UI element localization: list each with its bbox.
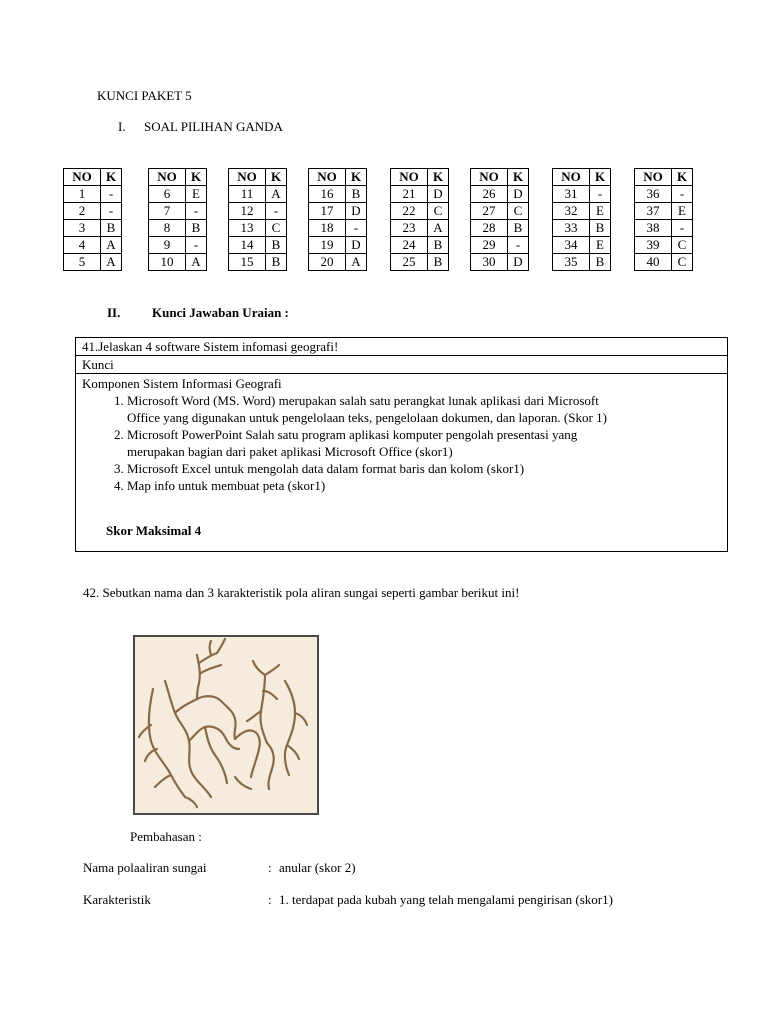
answer-characteristic-separator: :: [268, 892, 272, 907]
question-number: 26: [471, 186, 508, 203]
answer-name-value: anular (skor 2): [279, 860, 356, 875]
table-row: [635, 186, 693, 203]
table-header-row: [149, 169, 207, 186]
question-41-intro: Komponen Sistem Informasi Geografi: [82, 376, 282, 391]
answer-key: C: [266, 220, 287, 237]
table-row: [553, 220, 611, 237]
answer-key: B: [266, 237, 287, 254]
table-row: [64, 203, 122, 220]
header-k: K: [672, 169, 693, 186]
table-row: [553, 186, 611, 203]
question-number: 31: [553, 186, 590, 203]
question-number: 7: [149, 203, 186, 220]
question-number: 17: [309, 203, 346, 220]
answer-key: A: [101, 254, 122, 271]
answer-key: D: [346, 203, 367, 220]
header-no: NO: [471, 169, 508, 186]
question-41-score: Skor Maksimal 4: [106, 523, 202, 538]
answer-key: -: [672, 186, 693, 203]
answer-key: -: [508, 237, 529, 254]
header-no: NO: [149, 169, 186, 186]
question-number: 15: [229, 254, 266, 271]
question-number: 16: [309, 186, 346, 203]
answer-key: B: [428, 254, 449, 271]
question-number: 2: [64, 203, 101, 220]
table-header-row: [391, 169, 449, 186]
table-row: [229, 203, 287, 220]
table-row: [635, 254, 693, 271]
table-row: [391, 186, 449, 203]
answer-key: B: [590, 254, 611, 271]
answer-key: D: [346, 237, 367, 254]
header-no: NO: [229, 169, 266, 186]
question-number: 24: [391, 237, 428, 254]
table-row: [635, 237, 693, 254]
question-number: 27: [471, 203, 508, 220]
answer-key: B: [186, 220, 207, 237]
answer-key: D: [428, 186, 449, 203]
table-row: [309, 237, 367, 254]
table-row: [471, 237, 529, 254]
question-number: 3: [64, 220, 101, 237]
question-number: 4: [64, 237, 101, 254]
table-row: [309, 203, 367, 220]
question-number: 1: [64, 186, 101, 203]
answer-key-table: [63, 168, 122, 271]
question-number: 34: [553, 237, 590, 254]
section-2-heading: [107, 305, 289, 321]
question-number: 18: [309, 220, 346, 237]
answer-key: -: [186, 203, 207, 220]
answer-key: A: [346, 254, 367, 271]
answer-key: A: [186, 254, 207, 271]
answer-key: D: [508, 254, 529, 271]
answer-key: A: [266, 186, 287, 203]
answer-characteristic-value: 1. terdapat pada kubah yang telah mengalami pengirisan (skor1): [279, 892, 613, 907]
question-41-box: [75, 337, 728, 552]
question-number: 30: [471, 254, 508, 271]
header-k: K: [266, 169, 287, 186]
section-1-heading: [118, 119, 283, 135]
header-no: NO: [635, 169, 672, 186]
answer-key-table: [228, 168, 287, 271]
question-number: 12: [229, 203, 266, 220]
table-row: [309, 220, 367, 237]
answer-key: -: [101, 186, 122, 203]
question-number: 28: [471, 220, 508, 237]
header-no: NO: [391, 169, 428, 186]
answer-key: A: [101, 237, 122, 254]
list-item: 2. Microsoft PowerPoint Salah satu program aplikasi komputer pengolah presentasi yang merupakan bagian dari paket aplikasi Microsoft Office (skor1): [127, 426, 727, 460]
answer-key: -: [186, 237, 207, 254]
question-41-text: 41.Jelaskan 4 software Sistem infomasi geografi!: [76, 338, 727, 356]
answer-key-table: [470, 168, 529, 271]
annular-drainage-figure: [133, 635, 319, 815]
question-number: 20: [309, 254, 346, 271]
table-row: [309, 254, 367, 271]
table-row: [391, 203, 449, 220]
table-header-row: [229, 169, 287, 186]
list-item: 3. Microsoft Excel untuk mengolah data dalam format baris dan kolom (skor1): [127, 460, 727, 477]
header-k: K: [428, 169, 449, 186]
question-number: 33: [553, 220, 590, 237]
table-row: [553, 254, 611, 271]
question-number: 25: [391, 254, 428, 271]
table-row: [553, 237, 611, 254]
table-row: [149, 237, 207, 254]
question-number: 13: [229, 220, 266, 237]
answer-key: -: [101, 203, 122, 220]
answer-key-table: [308, 168, 367, 271]
table-row: [635, 220, 693, 237]
table-row: [391, 220, 449, 237]
question-41-list: [82, 392, 727, 494]
answer-key: E: [590, 237, 611, 254]
answer-key: C: [672, 237, 693, 254]
question-number: 8: [149, 220, 186, 237]
section-1-title: SOAL PILIHAN GANDA: [144, 119, 283, 134]
list-item: 1. Microsoft Word (MS. Word) merupakan salah satu perangkat lunak aplikasi dari Microsoft Office yang digunakan untuk pengelolaan teks, pengelolaan dokumen, dan laporan. (Skor 1): [127, 392, 727, 426]
river-pattern-drawing: [135, 637, 317, 813]
question-number: 38: [635, 220, 672, 237]
header-k: K: [346, 169, 367, 186]
question-number: 6: [149, 186, 186, 203]
table-row: [635, 203, 693, 220]
header-k: K: [101, 169, 122, 186]
header-k: K: [590, 169, 611, 186]
question-41-answer: [76, 374, 727, 494]
answer-key: D: [508, 186, 529, 203]
table-row: [471, 203, 529, 220]
question-number: 9: [149, 237, 186, 254]
table-row: [309, 186, 367, 203]
table-row: [64, 186, 122, 203]
table-header-row: [553, 169, 611, 186]
question-number: 36: [635, 186, 672, 203]
document-title: KUNCI PAKET 5: [97, 88, 192, 103]
answer-key: B: [266, 254, 287, 271]
table-row: [391, 254, 449, 271]
question-number: 14: [229, 237, 266, 254]
answer-key-table: [634, 168, 693, 271]
table-row: [471, 186, 529, 203]
answer-key: E: [186, 186, 207, 203]
answer-key: -: [266, 203, 287, 220]
header-no: NO: [309, 169, 346, 186]
table-row: [64, 237, 122, 254]
answer-key: B: [346, 186, 367, 203]
table-row: [64, 220, 122, 237]
section-1-number: I.: [118, 119, 126, 134]
table-row: [229, 220, 287, 237]
table-header-row: [309, 169, 367, 186]
answer-key: C: [508, 203, 529, 220]
table-row: [149, 220, 207, 237]
answer-key: B: [508, 220, 529, 237]
answer-key: B: [590, 220, 611, 237]
answer-key: A: [428, 220, 449, 237]
answer-key: -: [346, 220, 367, 237]
answer-key: B: [428, 237, 449, 254]
table-row: [149, 186, 207, 203]
table-row: [391, 237, 449, 254]
question-number: 11: [229, 186, 266, 203]
answer-name-separator: :: [268, 860, 272, 875]
answer-key: -: [590, 186, 611, 203]
question-42-text: 42. Sebutkan nama dan 3 karakteristik pola aliran sungai seperti gambar berikut ini!: [83, 585, 520, 600]
answer-characteristic-row: [0, 892, 768, 910]
table-row: [149, 254, 207, 271]
question-number: 5: [64, 254, 101, 271]
table-row: [471, 220, 529, 237]
question-number: 37: [635, 203, 672, 220]
answer-key: E: [590, 203, 611, 220]
answer-key: -: [672, 220, 693, 237]
table-row: [64, 254, 122, 271]
question-number: 40: [635, 254, 672, 271]
question-41-key-label: Kunci: [76, 356, 727, 374]
question-number: 35: [553, 254, 590, 271]
list-item: 4. Map info untuk membuat peta (skor1): [127, 477, 727, 494]
answer-name-label: Nama polaaliran sungai: [83, 860, 207, 875]
header-k: K: [186, 169, 207, 186]
question-number: 19: [309, 237, 346, 254]
table-header-row: [635, 169, 693, 186]
table-row: [471, 254, 529, 271]
answer-key: E: [672, 203, 693, 220]
header-no: NO: [64, 169, 101, 186]
answer-characteristic-label: Karakteristik: [83, 892, 151, 907]
answer-key: B: [101, 220, 122, 237]
table-row: [229, 186, 287, 203]
question-number: 23: [391, 220, 428, 237]
question-number: 32: [553, 203, 590, 220]
table-row: [229, 254, 287, 271]
question-number: 10: [149, 254, 186, 271]
discussion-label: Pembahasan :: [130, 829, 202, 844]
table-row: [553, 203, 611, 220]
answer-key-table: [552, 168, 611, 271]
answer-name-row: [0, 860, 768, 878]
answer-key-table: [148, 168, 207, 271]
table-header-row: [64, 169, 122, 186]
header-no: NO: [553, 169, 590, 186]
table-header-row: [471, 169, 529, 186]
table-row: [149, 203, 207, 220]
question-number: 29: [471, 237, 508, 254]
question-number: 22: [391, 203, 428, 220]
table-row: [229, 237, 287, 254]
answer-key: C: [672, 254, 693, 271]
section-2-number: II.: [107, 305, 121, 320]
answer-key: C: [428, 203, 449, 220]
section-2-title: Kunci Jawaban Uraian :: [152, 305, 289, 320]
header-k: K: [508, 169, 529, 186]
answer-key-table: [390, 168, 449, 271]
question-number: 39: [635, 237, 672, 254]
question-number: 21: [391, 186, 428, 203]
